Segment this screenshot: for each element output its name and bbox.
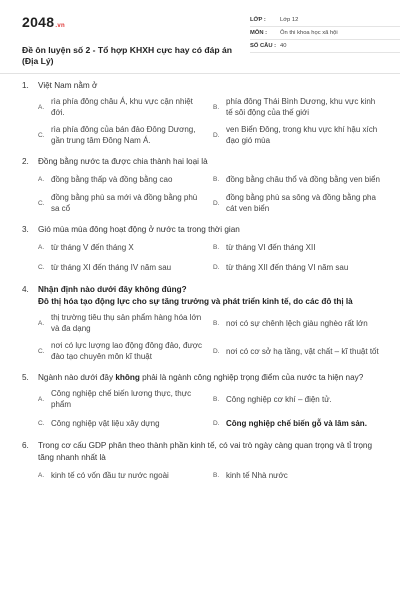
page-header bbox=[22, 14, 378, 66]
question-number: 4. bbox=[22, 285, 29, 294]
option-text: nơi có cơ sở hạ tầng, vật chất – kĩ thuật tốt bbox=[226, 346, 379, 356]
option-letter: D. bbox=[213, 347, 220, 355]
question-number: 6. bbox=[22, 441, 29, 450]
answer-options bbox=[38, 240, 382, 274]
meta-label: SỐ CÂU : bbox=[250, 43, 277, 49]
question-text: Gió mùa mùa đông hoạt động ở nước ta trong thời gian bbox=[38, 225, 240, 234]
option-letter: B. bbox=[213, 319, 220, 327]
question-number: 3. bbox=[22, 225, 29, 234]
answer-option-a[interactable] bbox=[38, 388, 207, 410]
exam-info-table bbox=[250, 14, 400, 53]
question-item bbox=[22, 440, 382, 482]
answer-option-d[interactable] bbox=[213, 192, 382, 214]
option-letter: B. bbox=[213, 395, 220, 403]
option-letter: B. bbox=[213, 243, 220, 251]
option-text: phía đông Thái Bình Dương, khu vực kinh tế sôi động của thế giới bbox=[226, 97, 376, 117]
question-text-part: Nhận định nào dưới đây bbox=[38, 285, 135, 294]
answer-option-d[interactable] bbox=[213, 124, 382, 146]
question-item bbox=[22, 372, 382, 430]
option-text: Công nghiệp vật liệu xây dựng bbox=[51, 418, 160, 428]
answer-option-a[interactable] bbox=[38, 172, 207, 186]
site-logo[interactable] bbox=[22, 14, 65, 30]
emphasis-word: không bbox=[134, 285, 160, 294]
meta-row-count bbox=[250, 40, 400, 53]
option-letter: C. bbox=[38, 419, 45, 427]
question-text-part: Ngành nào dưới đây bbox=[38, 373, 116, 382]
option-text: từ tháng XI đến tháng IV năm sau bbox=[51, 262, 172, 272]
option-letter: D. bbox=[213, 263, 220, 271]
option-letter: B. bbox=[213, 175, 220, 183]
option-letter: B. bbox=[213, 471, 220, 479]
answer-option-c[interactable] bbox=[38, 416, 207, 430]
logo-text: 2048 bbox=[22, 14, 55, 30]
option-letter: C. bbox=[38, 347, 45, 355]
meta-label: LỚP : bbox=[250, 17, 266, 23]
answer-option-b[interactable] bbox=[213, 468, 382, 482]
answer-option-b[interactable] bbox=[213, 388, 382, 410]
option-text: kinh tế có vốn đầu tư nước ngoài bbox=[51, 470, 169, 480]
logo-suffix: .vn bbox=[55, 23, 65, 29]
answer-options bbox=[38, 96, 382, 146]
question-item bbox=[22, 284, 382, 362]
option-text: đồng bằng thấp và đồng bằng cao bbox=[51, 174, 173, 184]
answer-option-c[interactable] bbox=[38, 124, 207, 146]
option-text: từ tháng V đến tháng X bbox=[51, 242, 134, 252]
question-number: 5. bbox=[22, 373, 29, 382]
answer-options bbox=[38, 468, 382, 482]
option-text: từ tháng VI đến tháng XII bbox=[226, 242, 316, 252]
option-letter: C. bbox=[38, 131, 45, 139]
answer-options bbox=[38, 388, 382, 430]
meta-value: 40 bbox=[280, 43, 287, 49]
answer-option-b[interactable] bbox=[213, 312, 382, 334]
option-text: đồng bằng phù sa mới và đồng bằng phù sa cổ bbox=[51, 193, 198, 213]
question-text: Việt Nam nằm ở bbox=[38, 81, 98, 90]
option-text: Công nghiệp chế biến gỗ và lâm sản. bbox=[226, 418, 367, 428]
question-item bbox=[22, 80, 382, 146]
option-letter: A. bbox=[38, 395, 45, 403]
header-divider bbox=[0, 73, 400, 74]
option-text: thị trường tiêu thụ sản phẩm hàng hóa lớn và đa dạng bbox=[51, 313, 202, 333]
option-letter: A. bbox=[38, 175, 45, 183]
answer-option-b[interactable] bbox=[213, 172, 382, 186]
question-text bbox=[38, 284, 382, 308]
option-letter: D. bbox=[213, 131, 220, 139]
option-text: nơi có lực lượng lao động đông đảo, được đào tạo chuyên môn kĩ thuật bbox=[51, 341, 203, 361]
answer-option-a[interactable] bbox=[38, 468, 207, 482]
answer-option-d[interactable] bbox=[213, 416, 382, 430]
answer-option-c[interactable] bbox=[38, 260, 207, 274]
option-letter: C. bbox=[38, 199, 45, 207]
option-text: kinh tế Nhà nước bbox=[226, 470, 288, 480]
answer-option-c[interactable] bbox=[38, 340, 207, 362]
answer-option-a[interactable] bbox=[38, 312, 207, 334]
option-text: rìa phía đông châu Á, khu vực cận nhiệt đới. bbox=[51, 97, 193, 117]
meta-row-class bbox=[250, 14, 400, 27]
answer-option-d[interactable] bbox=[213, 340, 382, 362]
question-text: Đồng bằng nước ta được chia thành hai loại là bbox=[38, 157, 208, 166]
option-letter: A. bbox=[38, 103, 45, 111]
question-item bbox=[22, 156, 382, 214]
option-text: Công nghiệp cơ khí – điện tử. bbox=[226, 394, 332, 404]
option-text: nơi có sự chênh lệch giàu nghèo rất lớn bbox=[226, 318, 368, 328]
answer-option-b[interactable] bbox=[213, 96, 382, 118]
question-number: 2. bbox=[22, 157, 29, 166]
option-text: Công nghiệp chế biến lương thực, thực phẩm bbox=[51, 389, 192, 409]
answer-option-a[interactable] bbox=[38, 96, 207, 118]
answer-option-a[interactable] bbox=[38, 240, 207, 254]
question-number: 1. bbox=[22, 81, 29, 90]
answer-option-d[interactable] bbox=[213, 260, 382, 274]
question-list bbox=[22, 80, 382, 492]
meta-label: MÔN : bbox=[250, 30, 268, 36]
answer-option-c[interactable] bbox=[38, 192, 207, 214]
question-text: Trong cơ cấu GDP phân theo thành phần kinh tế, có vai trò ngày càng quan trọng và tỉ trọng tăng nhanh nhất là bbox=[38, 441, 372, 462]
meta-value: Ôn thi khoa học xã hội bbox=[280, 30, 338, 36]
question-text-line: Đô thị hóa tạo động lực cho sự tăng trưởng và phát triển kinh tế, do các đô thị là bbox=[38, 297, 353, 306]
page-title: Đề ôn luyện số 2 - Tổ hợp KHXH cực hay có đáp án (Địa Lý) bbox=[22, 45, 233, 66]
option-text: rìa phía đông của bán đảo Đông Dương, gần trung tâm Đông Nam Á. bbox=[51, 125, 196, 145]
question-text-part: đúng? bbox=[159, 285, 187, 294]
option-text: từ tháng XII đến tháng VI năm sau bbox=[226, 262, 349, 272]
answer-options bbox=[38, 312, 382, 362]
option-text: đồng bằng châu thổ và đồng bằng ven biển bbox=[226, 174, 380, 184]
emphasis-word: không bbox=[115, 373, 140, 382]
option-text: ven Biển Đông, trong khu vực khí hậu xích đạo gió mùa bbox=[226, 125, 378, 145]
answer-options bbox=[38, 172, 382, 214]
answer-option-b[interactable] bbox=[213, 240, 382, 254]
question-text bbox=[38, 372, 382, 384]
meta-value: Lớp 12 bbox=[280, 17, 299, 23]
option-letter: C. bbox=[38, 263, 45, 271]
meta-row-subject bbox=[250, 27, 400, 40]
option-letter: A. bbox=[38, 319, 45, 327]
option-letter: B. bbox=[213, 103, 220, 111]
question-text-part: phải là ngành công nghiệp trọng điểm của nước ta hiện nay? bbox=[139, 373, 364, 382]
option-text: đồng bằng phù sa sông và đồng bằng pha cát ven biển bbox=[226, 193, 376, 213]
option-letter: D. bbox=[213, 199, 220, 207]
option-letter: A. bbox=[38, 243, 45, 251]
question-item bbox=[22, 224, 382, 274]
option-letter: D. bbox=[213, 419, 220, 427]
option-letter: A. bbox=[38, 471, 45, 479]
